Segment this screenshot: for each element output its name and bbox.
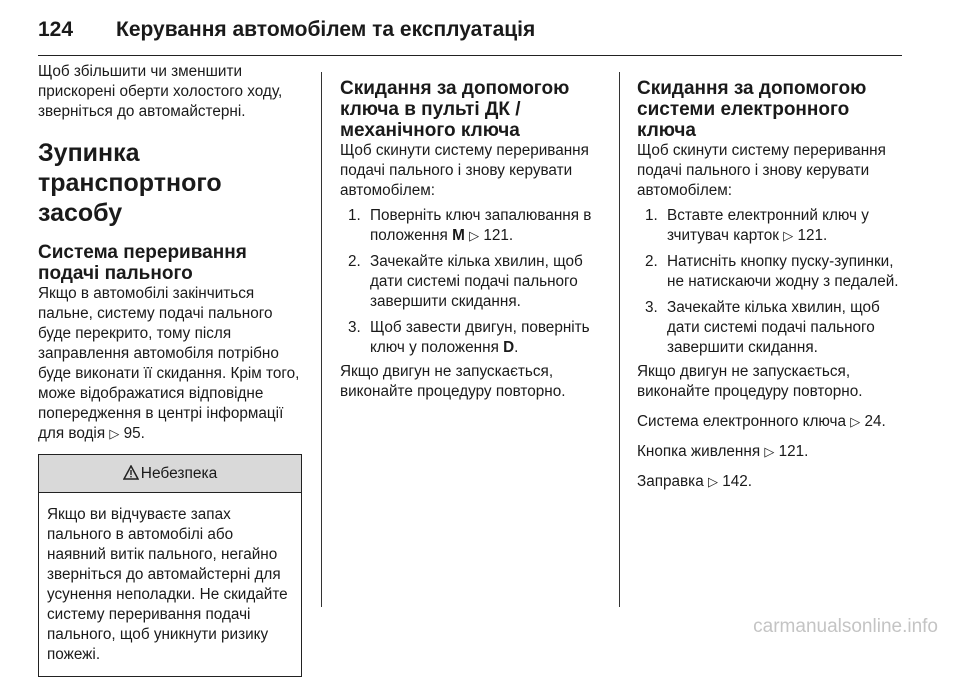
header-divider	[38, 55, 902, 56]
warning-title: Небезпека	[140, 465, 218, 482]
warning-triangle-icon	[123, 465, 139, 480]
list-item: 2. Натисніть кнопку пуску-зупинки, не натискаючи жодну з педалей.	[645, 253, 899, 290]
list-item: 3. Зачекайте кілька хвилин, щоб дати системі подачі пального завершити скидання.	[645, 299, 880, 356]
page-ref-arrow-icon: ▷	[109, 426, 120, 441]
fuel-cutoff-ref: 95.	[123, 425, 145, 442]
column-divider-1	[321, 72, 322, 607]
key-position-d: D	[503, 339, 515, 356]
cross-reference: Заправка ▷ 142.	[637, 473, 752, 490]
list-item: 2. Зачекайте кілька хвилин, щоб дати системі подачі пального завершити скидання.	[348, 253, 583, 310]
key-reset-outro: Якщо двигун не запускається, виконайте процедуру повторно.	[340, 363, 566, 400]
page-ref-arrow-icon: ▷	[764, 444, 775, 459]
list-item: 1. Вставте електронний ключ у зчитувач карток ▷ 121.	[645, 207, 869, 244]
electronic-key-intro: Щоб скинути систему переривання подачі пального і знову керувати автомобілем:	[637, 142, 886, 199]
warning-box	[38, 454, 302, 677]
page-ref-arrow-icon: ▷	[469, 228, 480, 243]
column-right	[637, 62, 912, 492]
column-middle	[340, 62, 608, 402]
electronic-key-outro: Якщо двигун не запускається, виконайте процедуру повторно.	[637, 363, 863, 400]
electronic-key-steps	[637, 206, 912, 358]
page-ref-arrow-icon: ▷	[850, 414, 861, 429]
subsection-heading-fuel-cutoff: Система переривання подачі пального	[38, 242, 247, 284]
fuel-cutoff-paragraph	[38, 284, 306, 444]
page-header	[38, 18, 535, 42]
page-title: Керування автомобілем та експлуатація	[116, 18, 536, 41]
key-reset-steps	[340, 206, 608, 358]
column-divider-2	[619, 72, 620, 607]
page-number: 124	[38, 18, 74, 41]
key-position-m: M	[452, 227, 465, 244]
list-item: 3. Щоб завести двигун, поверніть ключ у положення D.	[348, 319, 590, 356]
warning-header	[39, 455, 301, 493]
cross-reference: Система електронного ключа ▷ 24.	[637, 413, 886, 430]
intro-paragraph: Щоб збільшити чи зменшити прискорені оберти холостого ходу, зверніться до автомайстерні.	[38, 63, 283, 120]
warning-body: Якщо ви відчуваєте запах пального в автомобілі або наявний витік пального, негайно зверніться до автомайстерні для усунення неполадки. Не скидайте систему переривання подачі пального, щоб уникнути ризику пожежі.	[47, 506, 288, 663]
key-reset-intro: Щоб скинути систему переривання подачі пального і знову керувати автомобілем:	[340, 142, 589, 199]
column-left	[38, 62, 306, 677]
cross-reference: Кнопка живлення ▷ 121.	[637, 443, 809, 460]
page-ref-arrow-icon: ▷	[707, 474, 718, 489]
page-ref-arrow-icon: ▷	[783, 228, 794, 243]
section-heading-key-reset: Скидання за допомогою ключа в пульті ДК / механічного ключа	[340, 78, 570, 141]
footer-watermark: carmanualsonline.info	[753, 616, 938, 637]
section-heading-stop: Зупинка транспортного засобу	[38, 139, 222, 227]
fuel-cutoff-text: Якщо в автомобілі закінчиться пальне, систему подачі пального буде перекрито, тому після заправлення автомобіля потрібно буде виконати її скидання. Крім того, може відображатися відповідне попередження в центрі інформації для водія	[38, 285, 300, 442]
list-item: 1. Поверніть ключ запалювання в положення M ▷ 121.	[348, 207, 592, 244]
section-heading-electronic-key-reset: Скидання за допомогою системи електронного ключа	[637, 78, 867, 141]
